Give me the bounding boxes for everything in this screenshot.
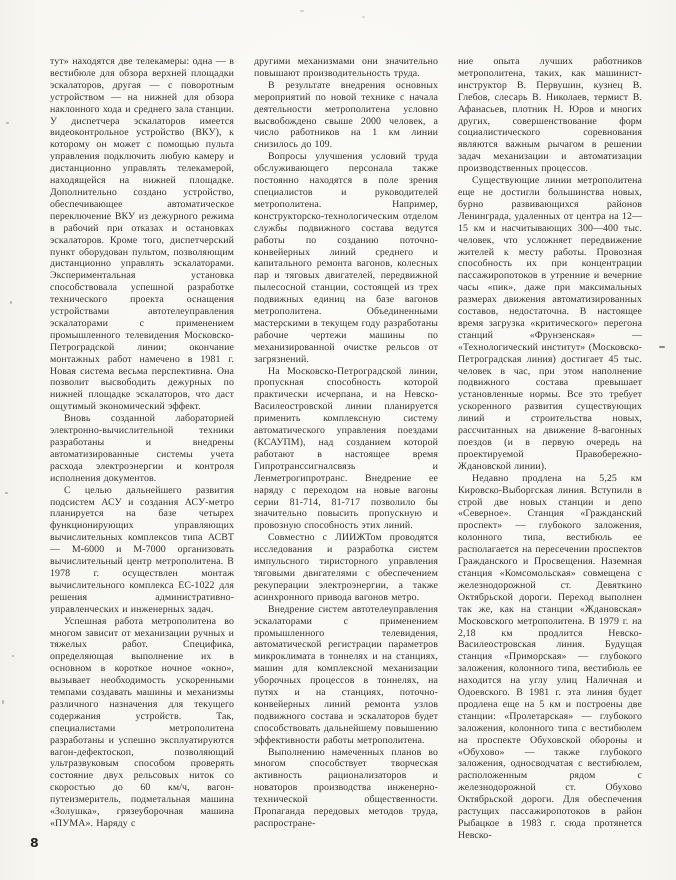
paragraph: Вновь созданной лабораторией электронно-вычислительной техники разработаны и внедрены автоматизированные системы учета расхода электроэнергии и контроля исполнения документов. <box>50 413 234 484</box>
scan-speck <box>5 492 8 494</box>
paragraph: Совместно с ЛИИЖТом проводятся исследования и разработка систем импульсного тиристорного управления тяговыми двигателями с обеспечением рекуперации электроэнергии, а также асинхронного привода вагонов метро. <box>254 532 438 603</box>
paragraph: С целью дальнейшего развития подсистем АСУ и создания АСУ-метро планируется на базе четырех функционирующих управляющих вычислительных комплексов типа АСВТ — М-6000 и М-7000 организовать вычислительный центр метрополитена. В 1978 г. осуществлен монтаж вычислительного комплекса ЕС-1022 для решения административно-управленческих и инженерных задач. <box>50 484 234 615</box>
paragraph: В результате внедрения основных мероприятий по новой технике с начала деятельности метрополитена условно высвобождено свыше 2000 человек, а число работников на 1 км линии снизилось до 109. <box>254 79 438 151</box>
page-number: 8 <box>30 835 39 850</box>
paragraph: ние опыта лучших работников метрополитена, таких, как машинист-инструктор В. Первушин, кузнец В. Глебов, слесарь В. Николаев, термист В. Афанасьев, плотник Н. Юров и многих других, совершенствование форм социалистического соревнования являются важным рычагом в решении задач механизации и автоматизации производственных процессов. <box>458 56 642 175</box>
scan-speck <box>362 16 365 18</box>
scan-speck <box>2 700 4 704</box>
paragraph: другими механизмами они значительно повышают производительность труда. <box>254 56 438 79</box>
text-column-3 <box>458 56 642 842</box>
paragraph: Успешная работа метрополитена во многом зависит от механизации ручных и тяжелых работ. Специфика, определяющая выполнение их в основном в короткое ночное «окно», вызывает необходимость ускоренными темпами создавать машины и механизмы различного назначения для текущего содержания устройств. Так, специалистами метрополитена разработаны и успешно эксплуатируются вагон-дефектоскоп, позволяющий ультразвуковым способом проверять состояние двух рельсовых ниток со скоростью до 60 км/ч, вагон-путеизмеритель, подметальная машина «Золушка», грязеуборочная машина «ПУМА». Наряду с <box>50 615 234 829</box>
paragraph: На Московско-Петроградской линии, пропускная способность которой практически исчерпана, и на Невско-Василеостровской линии планируется применить комплексную систему автоматического управления поездами (КСАУПМ), над созданием которой работают в настоящее время Гипротранссигналсвязь и Ленметрогипротранс. Внедрение ее наряду с переходом на новые вагоны серии 81-714, 81-717 позволило бы значительно повысить пропускную и провозную способность этих линий. <box>254 365 438 532</box>
scan-speck <box>300 10 304 12</box>
paragraph: Существующие линии метрополитена еще не достигли большинства новых, бурно развивающихся районов Ленинграда, удаленных от центра на 12—15 км и насчитывающих 300—400 тыс. человек, что усложняет передвижение жителей к месту работы. Провозная способность их при концентрации пассажиропотоков в утренние и вечерние часы «пик», даже при максимальных размерах движения автоматизированных составов, недостаточна. В настоящее время загрузка «критического» перегона станций «Фрунзенская» — «Технологический институт» (Московско-Петроградская линия) достигает 45 тыс. человек в час, при этом наполнение подвижного состава превышает установленные нормы. Все это требует ускоренного развития существующих линий и строительства новых, рассчитанных на движение 8-вагонных поездов (и в первую очередь на проектируемой Правобережно-Ждановской линии). <box>458 175 642 472</box>
paragraph: Внедрение систем автотелеуправления эскалаторами с применением промышленного телевидения, автоматической регистрации параметров микроклимата в тоннелях и на станциях, машин для комплексной механизации уборочных процессов в тоннелях, на путях и на станциях, поточно-конвейерных линий ремонта узлов подвижного состава и эскалаторов будет способствовать дальнейшему повышению эффективности работы метрополитена. <box>254 603 438 746</box>
paragraph: Вопросы улучшения условий труда обслуживающего персонала также постоянно находятся в поле зрения специалистов и руководителей метрополитена. Например, конструкторско-технологическим отделом службы подвижного состава ведутся работы по созданию поточно-конвейерных линий среднего и капитального ремонта вагонов, колесных пар и тяговых двигателей, передвижной пылесосной станции, состоящей из трех подвижных единиц на базе вагонов метрополитена. Объединенными мастерскими в текущем году разработаны рабочие чертежи машины по механизированной очистке рельсов от загрязнений. <box>254 151 438 365</box>
text-column-1 <box>50 56 234 842</box>
paragraph: тут» находятся две телекамеры: одна — в вестибюле для обзора верхней площадки эскалаторов, другая — с поворотным устройством — на нижней для обзора наклонного хода и среднего зала станции. У диспетчера эскалаторов имеется видеоконтрольное устройство (ВКУ), к которому он может с помощью пульта управления подключить любую камеру и дистанционно управлять телекамерой, находящейся на нижней площадке. Дополнительно создано устройство, обеспечивающее автоматическое переключение ВКУ из дежурного режима в рабочий при отказах и остановках эскалаторов. Кроме того, диспетчерский пункт оборудован пультом, позволяющим дистанционно управлять эскалаторами. Экспериментальная установка способствовала успешной разработке технического проекта оснащения устройствами автотелеуправления эскалаторами с применением промышленного телевидения Московско-Петроградской линии; окончание монтажных работ намечено в 1981 г. Новая система весьма перспективна. Она позволит высвободить дежурных по нижней площадке эскалаторов, что даст ощутимый экономический эффект. <box>50 56 234 413</box>
scan-speck <box>12 655 14 657</box>
paragraph: Недавно продлена на 5,25 км Кировско-Выборгская линия. Вступили в строй две новых станции и депо «Северное». Станция «Гражданский проспект» — глубокого заложения, колонного типа, вестибюль ее располагается на пересечении проспектов Гражданского и Просвещения. Наземная станция «Комсомольская» совмещена с железнодорожной ст. Девяткино Октябрьской дороги. Переход выполнен так же, как на станции «Ждановская» Московского метрополитена. В 1979 г. на 2,18 км продлится Невско-Василеостровская линия. Будущая станция «Приморская» — глубокого заложения, колонного типа, вестибюль ее находится на углу улиц Наличная и Одоевского. В 1981 г. эта линия будет продлена еще на 5 км и построены две станции: «Пролетарская» — глубокого заложения, колонного типа с вестибюлем на проспекте Обуховской обороны и «Обухово» — также глубокого заложения, односводчатая с вестибюлем, расположенным рядом с железнодорожной ст. Обухово Октябрьской дороги. Для обеспечения растущих пассажиропотоков в район Рыбацкое в 1983 г. сюда протянется Невско- <box>458 472 642 841</box>
text-columns <box>50 56 642 842</box>
scan-speck <box>6 122 9 124</box>
text-column-2 <box>254 56 438 842</box>
scan-speck <box>10 301 12 304</box>
scan-speck <box>659 346 665 348</box>
paragraph: Выполнению намеченных планов во многом способствует творческая активность рационализаторов и новаторов производства инженерно-технической общественности. Пропаганда передовых методов труда, распростране- <box>254 746 438 829</box>
